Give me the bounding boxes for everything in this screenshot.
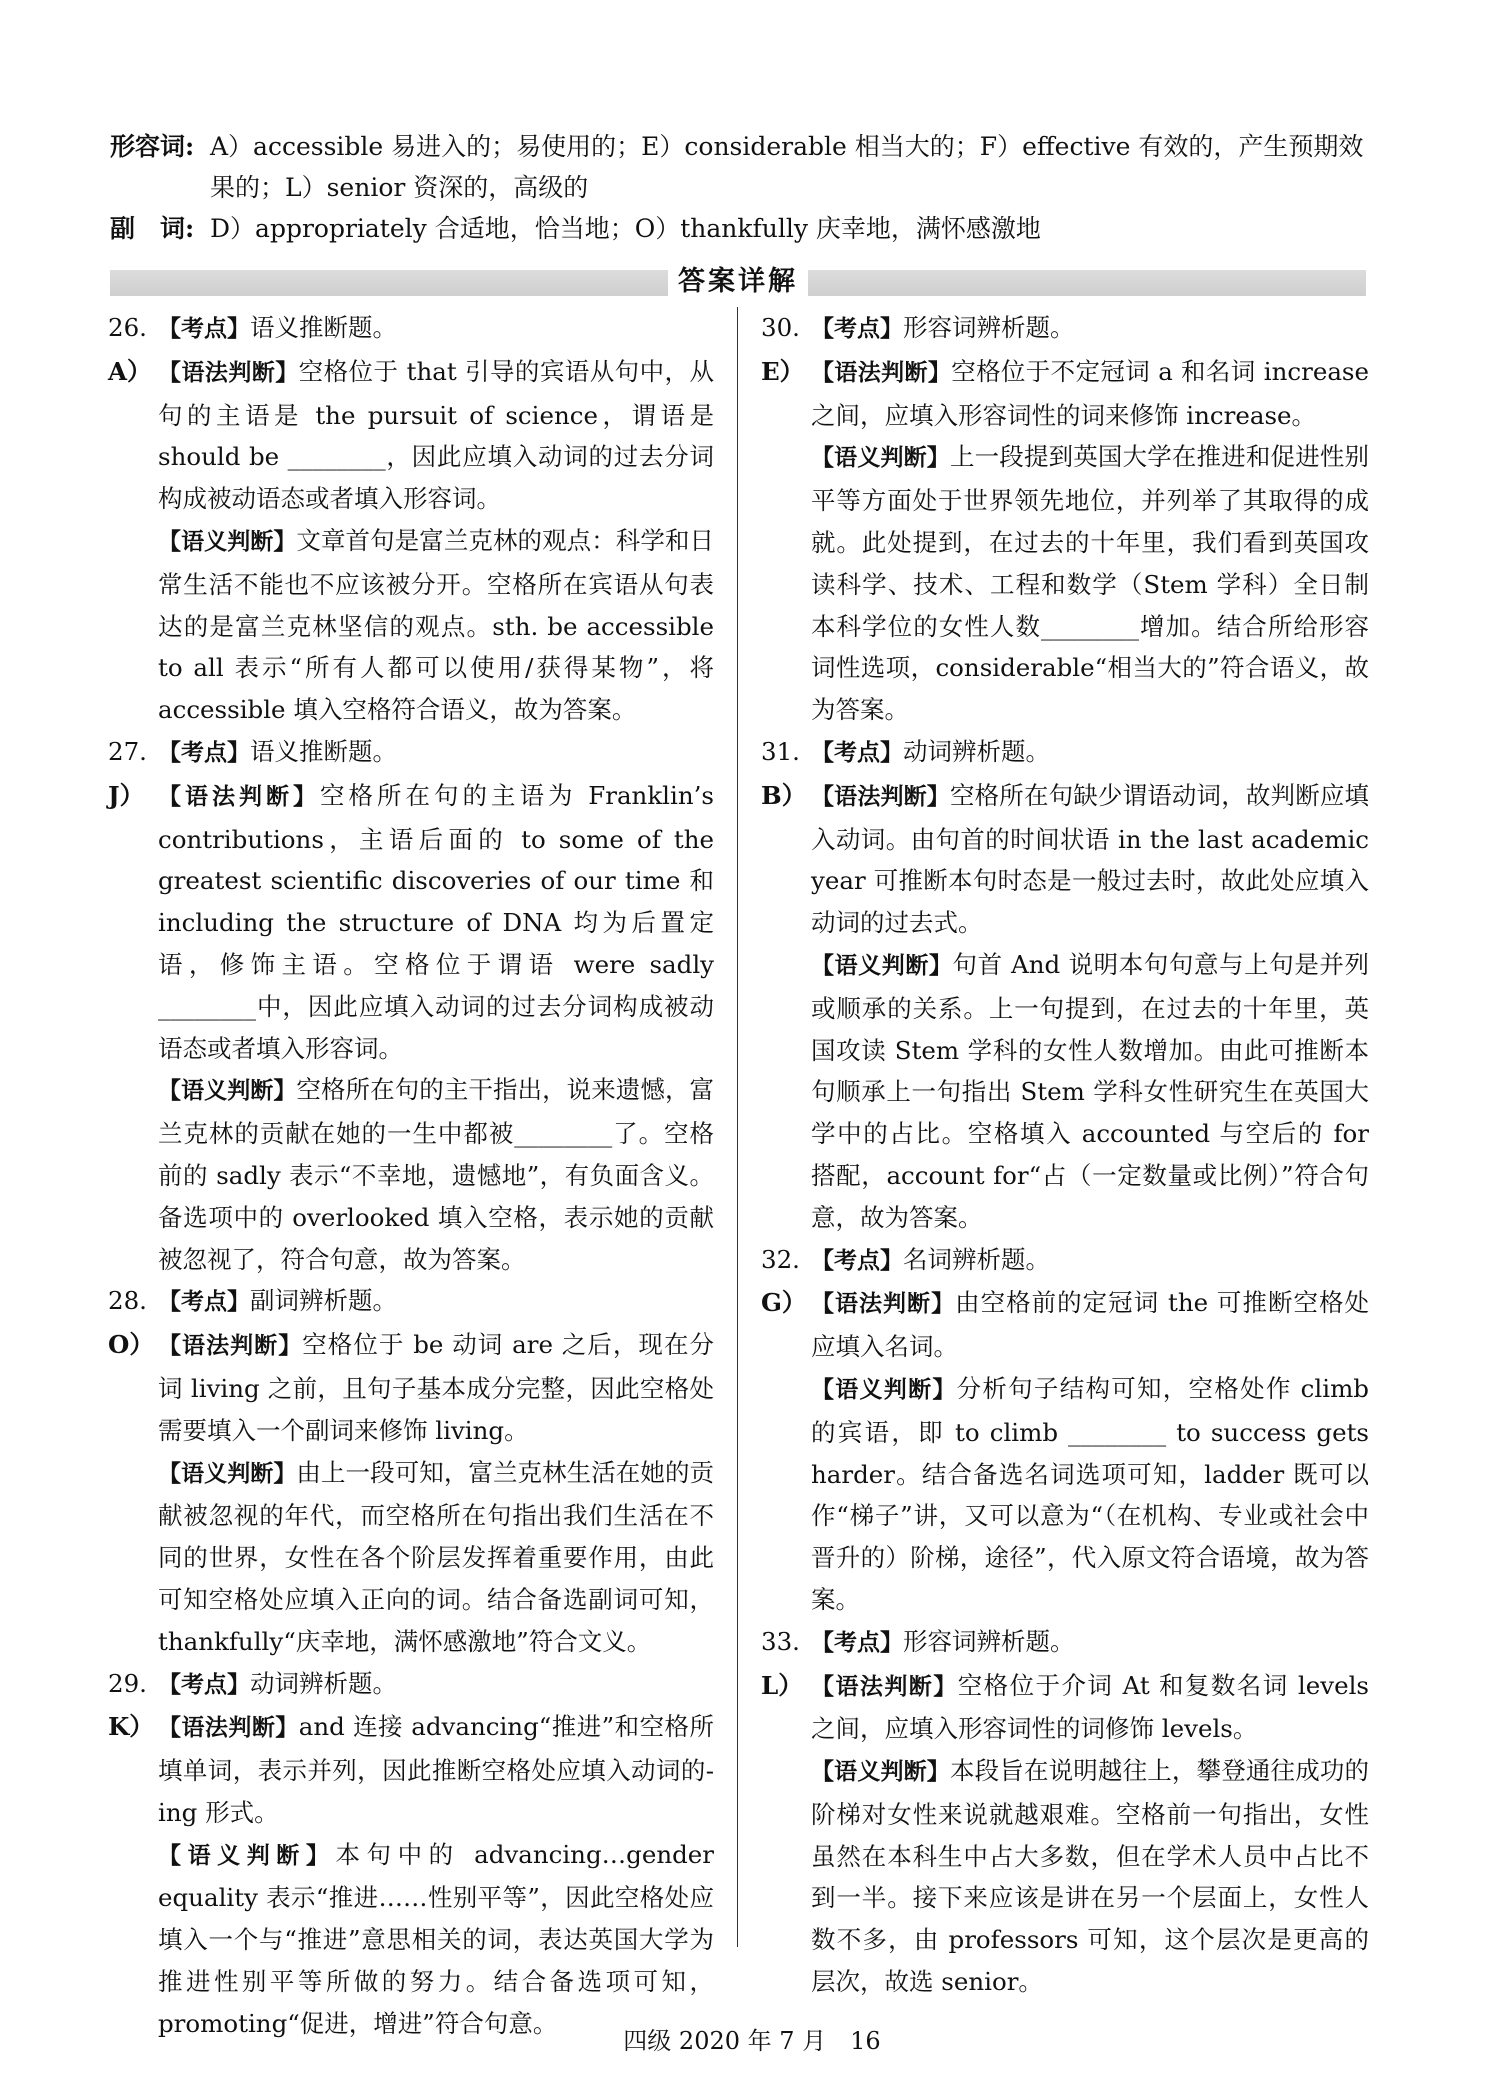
- answer-letter: G）: [761, 1288, 807, 1318]
- grammar-tag: 【语法判断】: [811, 1673, 958, 1700]
- meaning-tag: 【语义判断】: [158, 528, 297, 555]
- meaning-text: 本段旨在说明越往上，攀登通往成功的阶梯对女性来说就越艰难。空格前一句指出，女性虽然在本科生中占大多数，但在学术人员中占比不到一半。接下来应该是讲在另一个层面上，女性人数不多，由 professors 可知，这个层次是更高的层次，故选 senior。: [811, 1756, 1370, 1997]
- grammar-text: and 连接 advancing“推进”和空格所填单词，表示并列，因此推断空格处应填入动词的-ing 形式。: [158, 1712, 715, 1827]
- grammar-text: 空格位于 be 动词 are 之后，现在分词 living 之前，且句子基本成分完整，因此空格处需要填入一个副词来修饰 living。: [158, 1330, 715, 1445]
- meaning-text: 本句中的 advancing…gender equality 表示“推进……性别平等”，因此空格处应填入一个与“推进”意思相关的词，表达英国大学为推进性别平等所做的努力。结合备选项可知，promoting“促进，增进”符合句意。: [158, 1839, 715, 2038]
- vocab-label: 形容词:: [110, 132, 195, 161]
- grammar-text: 空格位于 that 引导的宾语从句中，从句的主语是 the pursuit of science，谓语是 should be ________，因此应填入动词的过去分词构成被动语态或者填入形容词。: [158, 356, 714, 514]
- answer-letter: L）: [761, 1670, 803, 1700]
- grammar-tag: 【语法判断】: [158, 1715, 299, 1742]
- meaning-tag: 【语义判断】: [158, 1078, 297, 1105]
- point-text: 动词辨析题。: [903, 736, 1050, 766]
- meaning-tag: 【语义判断】: [811, 1376, 957, 1403]
- page-footer: 四级 2020 年 7 月 16: [623, 2027, 881, 2055]
- question-31: [761, 731, 1369, 1239]
- meaning-text: 上一段提到英国大学在推进和促进性别平等方面处于世界领先地位，并列举了其取得的成就。此处提到，在过去的十年里，我们看到英国攻读科学、技术、工程和数学（Stem 学科）全日制本科学位的女性人数________增加。结合所给形容词性选项，considerable“相当大的”符合语义，故为答案。: [811, 442, 1370, 725]
- grammar-text: 空格所在句缺少谓语动词，故判断应填入动词。由句首的时间状语 in the last academic year 可推断本句时态是一般过去时，故此处应填入动词的过去式。: [811, 780, 1370, 938]
- left-column: [108, 307, 714, 2045]
- meaning-text: 文章首句是富兰克林的观点：科学和日常生活不能也不应该被分开。空格所在宾语从句表达的是富兰克林坚信的观点。sth. be accessible to all 表示“所有人都可以使用/获得某物”，将 accessible 填入空格符合语义，故为答案。: [158, 525, 715, 725]
- grammar-text: 空格位于介词 At 和复数名词 levels 之间，应填入形容词性的词修饰 levels。: [811, 1670, 1369, 1744]
- point-text: 副词辨析题。: [250, 1286, 397, 1316]
- question-33: [761, 1621, 1369, 2003]
- answer-letter: J）: [108, 780, 145, 810]
- point-text: 名词辨析题。: [903, 1244, 1050, 1274]
- question-number: 28.: [108, 1286, 147, 1316]
- right-column: [761, 307, 1369, 2003]
- grammar-tag: 【语法判断】: [158, 783, 320, 810]
- grammar-tag: 【语法判断】: [811, 1291, 956, 1318]
- meaning-tag: 【语义判断】: [811, 952, 953, 979]
- answer-letter: B）: [761, 780, 807, 810]
- point-text: 形容词辨析题。: [903, 313, 1075, 342]
- point-tag: 【考点】: [158, 316, 250, 342]
- point-text: 动词辨析题。: [250, 1668, 397, 1698]
- meaning-text: 分析句子结构可知，空格处作 climb 的宾语，即 to climb ________ to success gets harder。结合备选名词选项可知，ladder 既可以作“梯子”讲，又可以意为“（在机构、专业或社会中晋升的）阶梯，途径”，代入原文符合语境，故为答案。: [811, 1373, 1369, 1614]
- section-title: 答案详解: [668, 263, 808, 301]
- question-26: [108, 307, 714, 731]
- section-banner: [110, 266, 1366, 297]
- question-30: [761, 307, 1369, 731]
- vocab-row-adjectives: [110, 126, 1370, 208]
- point-tag: 【考点】: [158, 1289, 250, 1316]
- vocab-text: D）appropriately 合适地，恰当地；O）thankfully 庆幸地，满怀感激地: [210, 214, 1041, 243]
- question-number: 29.: [108, 1668, 147, 1698]
- vocab-row-adverbs: [110, 208, 1370, 249]
- vocabulary-list: [110, 126, 1370, 249]
- grammar-tag: 【语法判断】: [811, 359, 952, 386]
- question-number: 27.: [108, 736, 147, 766]
- meaning-tag: 【语义判断】: [811, 1759, 950, 1786]
- point-tag: 【考点】: [811, 1629, 903, 1656]
- point-tag: 【考点】: [811, 1247, 903, 1274]
- question-29: [108, 1663, 714, 2045]
- meaning-tag: 【语义判断】: [158, 1842, 336, 1869]
- answer-letter: O）: [108, 1330, 154, 1360]
- point-tag: 【考点】: [158, 739, 250, 766]
- point-tag: 【考点】: [811, 316, 903, 342]
- answer-letter: K）: [108, 1712, 154, 1742]
- grammar-text: 由空格前的定冠词 the 可推断空格处应填入名词。: [811, 1288, 1370, 1362]
- question-number: 26.: [108, 313, 147, 342]
- meaning-tag: 【语义判断】: [811, 445, 950, 472]
- question-32: [761, 1239, 1369, 1621]
- grammar-text: 空格位于不定冠词 a 和名词 increase 之间，应填入形容词性的词来修饰 increase。: [811, 356, 1370, 430]
- point-text: 形容词辨析题。: [903, 1626, 1075, 1656]
- answer-letter: E）: [761, 356, 805, 386]
- grammar-tag: 【语法判断】: [158, 359, 299, 386]
- meaning-text: 由上一段可知，富兰克林生活在她的贡献被忽视的年代，而空格所在句指出我们生活在不同的世界，女性在各个阶层发挥着重要作用，由此可知空格处应填入正向的词。结合备选副词可知，thankfully“庆幸地，满怀感激地”符合文义。: [158, 1457, 715, 1656]
- point-text: 语义推断题。: [250, 736, 397, 766]
- answer-letter: A）: [108, 356, 152, 386]
- vocab-text: A）accessible 易进入的；易使用的；E）considerable 相当大的；F）effective 有效的，产生预期效果的；L）senior 资深的，高级的: [210, 132, 1364, 202]
- meaning-text: 句首 And 说明本句句意与上句是并列或顺承的关系。上一句提到，在过去的十年里，英国攻读 Stem 学科的女性人数增加。由此可推断本句顺承上一句指出 Stem 学科女性研究生在英国大学中的占比。空格填入 accounted 与空后的 for 搭配，account for“占（一定数量或比例）”符合句意，故为答案。: [811, 949, 1370, 1232]
- column-divider: [737, 307, 738, 1947]
- grammar-text: 空格所在句的主语为 Franklin’s contributions，主语后面的 to some of the greatest scientific discoveries of our time 和 including the structure of DNA 均为后置定语，修饰主语。空格位于谓语 were sadly ________中，因此应填入动词的过去分词构成被动语态或者填入形容词。: [158, 780, 714, 1063]
- question-number: 33.: [761, 1626, 800, 1656]
- question-number: 32.: [761, 1244, 800, 1274]
- question-number: 30.: [761, 313, 800, 342]
- vocab-label: 副 词:: [110, 214, 195, 243]
- question-27: [108, 731, 714, 1280]
- grammar-tag: 【语法判断】: [158, 1333, 303, 1360]
- grammar-tag: 【语法判断】: [811, 783, 950, 810]
- point-tag: 【考点】: [158, 1671, 250, 1698]
- point-tag: 【考点】: [811, 739, 903, 766]
- question-28: [108, 1280, 714, 1662]
- point-text: 语义推断题。: [250, 313, 397, 342]
- meaning-text: 空格所在句的主干指出，说来遗憾，富兰克林的贡献在她的一生中都被________了。空格前的 sadly 表示“不幸地，遗憾地”，有负面含义。备选项中的 overlooked 填入空格，表示她的贡献被忽视了，符合句意，故为答案。: [158, 1075, 715, 1274]
- meaning-tag: 【语义判断】: [158, 1460, 297, 1487]
- question-number: 31.: [761, 736, 800, 766]
